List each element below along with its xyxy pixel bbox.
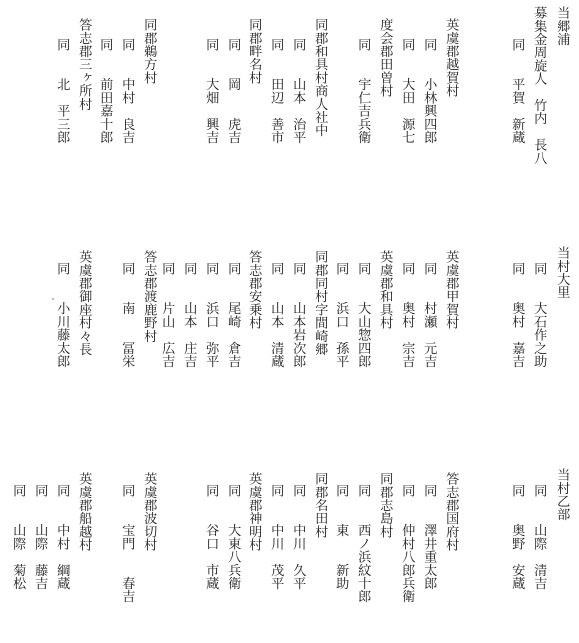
roster-entry: 同 奥村 嘉吉	[509, 262, 525, 368]
roster-entry: 同 谷口 市蔵	[203, 484, 219, 590]
roster-entry: 同 山際 菊松	[10, 484, 26, 590]
roster-entry: 同 小川藤太郎	[54, 262, 70, 368]
village-heading: 同郡志島村	[377, 472, 393, 538]
heading-location: 当郷浦	[554, 6, 570, 46]
roster-entry: 同 山本 庄吉	[181, 262, 197, 368]
heading-location: 当村乙部	[554, 468, 570, 521]
village-heading: 英虞郡御座村々長	[76, 250, 92, 356]
village-heading: 答志郡三ヶ所村	[76, 18, 92, 111]
village-heading: 英虞郡越賀村	[443, 18, 459, 98]
roster-entry: 同 平賀 新蔵	[509, 38, 525, 144]
roster-entry: 同 奥村 宗吉	[399, 262, 415, 368]
scan-speck	[52, 298, 54, 300]
roster-entry: 同 岡 虎吉	[225, 38, 241, 144]
roster-entry: 同 山本 清蔵	[268, 262, 284, 368]
village-heading: 同郡同村字間崎郷	[312, 250, 328, 356]
roster-entry: 同 大山惣四郎	[355, 262, 371, 368]
roster-entry: 同 浜口 孫平	[333, 262, 349, 368]
roster-entry: 同 山際 藤吉	[32, 484, 48, 590]
roster-entry: 同 山本 治平	[290, 38, 306, 144]
village-heading: 同郡畔名村	[246, 18, 262, 84]
roster-entry: 同 東 新助	[333, 484, 349, 590]
roster-entry: 同 大田 源七	[399, 38, 415, 144]
roster-entry: 同 南 冨栄	[119, 262, 135, 368]
village-heading: 答志郡安乗村	[246, 250, 262, 330]
village-heading: 英虞郡波切村	[141, 472, 157, 552]
village-heading: 答志郡国府村	[443, 472, 459, 552]
roster-entry: 同 村瀬 元吉	[421, 262, 437, 368]
roster-entry: 同 中川 茂平	[268, 484, 284, 590]
roster-entry: 同 片山 広吉	[159, 262, 175, 368]
roster-entry: 同 小林興四郎	[421, 38, 437, 144]
roster-entry: 募集金周旋人 竹内 長八	[531, 6, 547, 165]
village-heading: 英虞郡和具村	[377, 250, 393, 330]
roster-entry: 同 中村 綱蔵	[54, 484, 70, 590]
roster-entry: 同 宝門 春吉	[119, 484, 135, 603]
village-heading: 英虞郡甲賀村	[443, 250, 459, 330]
roster-entry: 同 大東八兵衛	[225, 484, 241, 590]
roster-entry: 同 西ノ浜紋十郎	[355, 484, 371, 603]
roster-entry: 同 山本岩次郎	[290, 262, 306, 368]
heading-location: 当村大里	[554, 246, 570, 299]
roster-entry: 同 北 平三郎	[54, 38, 70, 144]
village-heading: 同郡鵜方村	[141, 18, 157, 84]
roster-entry: 同 前田嘉十郎	[97, 38, 113, 144]
roster-entry: 同 田辺 善市	[268, 38, 284, 144]
village-heading: 英虞郡船越村	[76, 472, 92, 552]
roster-entry: 同 大石作之助	[531, 262, 547, 368]
village-heading: 同郡名田村	[312, 472, 328, 538]
roster-entry: 同 奥野 安蔵	[509, 484, 525, 590]
village-heading: 度会郡田曽村	[377, 18, 393, 98]
roster-entry: 同 中村 良吉	[119, 38, 135, 144]
roster-entry: 同 仲村八郎兵衛	[399, 484, 415, 603]
roster-entry: 同 浜口 弥平	[203, 262, 219, 368]
roster-entry: 同 澤井重太郎	[421, 484, 437, 590]
roster-entry: 同 宇仁吉兵衛	[355, 38, 371, 144]
village-heading: 英虞郡神明村	[246, 472, 262, 552]
village-heading: 同郡和具村商人社中	[312, 18, 328, 137]
roster-entry: 同 山際 清吉	[531, 484, 547, 590]
roster-entry: 同 中川 久平	[290, 484, 306, 590]
village-heading: 答志郡渡鹿野村	[141, 250, 157, 343]
roster-entry: 同 尾崎 倉吉	[225, 262, 241, 368]
roster-entry: 同 大畑 興吉	[203, 38, 219, 144]
